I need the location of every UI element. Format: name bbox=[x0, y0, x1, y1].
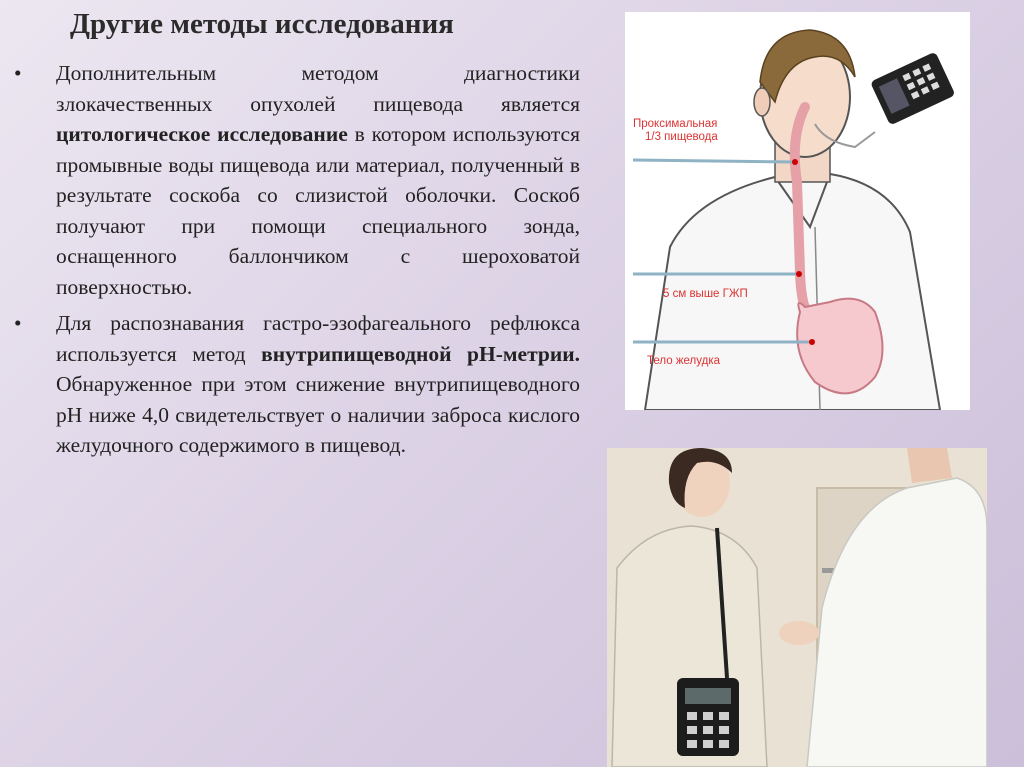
diagram-illustration bbox=[625, 12, 970, 410]
bullet-text-before: Дополнительным методом диагностики злокачественных опухолей пищевода является bbox=[56, 61, 580, 116]
bullet-item-ph-metry bbox=[14, 308, 580, 461]
bullet-text-strong: внутрипищеводной рН-метрии. bbox=[261, 341, 581, 366]
sensor-point-stomach bbox=[809, 339, 815, 345]
photo-illustration bbox=[607, 448, 987, 767]
ph-probe-diagram bbox=[625, 12, 970, 410]
pointer-proximal bbox=[633, 160, 793, 162]
doctor-face bbox=[907, 448, 952, 483]
bullet-text-strong: цитологическое исследование bbox=[56, 122, 348, 146]
label-stomach-body: Тело желудка bbox=[647, 355, 720, 367]
bullet-item-cytology bbox=[14, 58, 580, 302]
bullet-mark: • bbox=[14, 61, 22, 85]
recorder-screen bbox=[685, 688, 731, 704]
recorder-keypad bbox=[687, 712, 729, 748]
label-proximal-line1: Проксимальная bbox=[633, 118, 718, 130]
bullet-text-after: в котором используются промывные воды пищевода или материал, полученный в результате соскоба со слизистой оболочки. Соскоб получают при помощи специального зонда, оснащенного баллончиком с шероховатой поверхностью. bbox=[56, 122, 580, 299]
label-proximal-line2: 1/3 пищевода bbox=[645, 131, 718, 143]
bullet-text-before: Для распознавания гастро-эзофагеального рефлюкса используется метод bbox=[56, 311, 580, 366]
ear bbox=[754, 88, 770, 116]
text-column bbox=[14, 58, 580, 461]
bullet-text-after: Обнаруженное при этом снижение внутрипищеводного рН ниже 4,0 свидетельствует о наличии заброса кислого желудочного содержимого в пищевод. bbox=[56, 372, 580, 457]
label-above-les: 5 см выше ГЖП bbox=[663, 288, 748, 300]
recorder-device bbox=[870, 52, 956, 126]
slide-title: Другие методы исследования bbox=[70, 8, 454, 40]
patient-photo bbox=[607, 448, 987, 767]
doctor-hand bbox=[779, 621, 819, 645]
bullet-mark: • bbox=[14, 311, 22, 335]
label-proximal bbox=[633, 118, 718, 144]
sensor-point-proximal bbox=[792, 159, 798, 165]
sensor-point-above-les bbox=[796, 271, 802, 277]
